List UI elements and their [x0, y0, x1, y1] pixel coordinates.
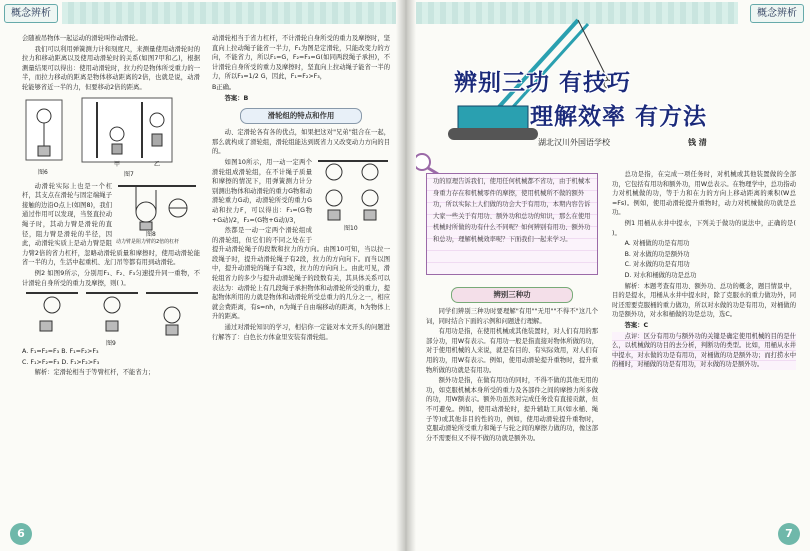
paragraph: 通过对滑轮知识的学习，相信你一定能对本文开头的问题进行解答了：白色长方体盒里安装有滑轮组。: [212, 324, 390, 341]
author-school: 湖北汉川外国语学校: [538, 138, 610, 147]
option-line: A. F₁=F₂=F₃ B. F₁=F₂>F₃: [22, 348, 99, 356]
text-with-figure-8: [22, 182, 200, 268]
right-column-1: [426, 282, 598, 534]
three-pulleys-icon: [22, 289, 200, 339]
paragraph: B正确。: [212, 83, 236, 91]
section-tab: 概念辨析: [4, 4, 58, 23]
article-title-line1: 辨别三功 有技巧: [454, 70, 632, 96]
figure-caption: 甲: [114, 160, 121, 168]
paragraph: 解析：本题考查有用功、额外功、总功的概念，题目情景中，目的是提水，用桶从水井中提水时，除了克服水的重力做功外，同时还需要克服桶的重力做功，所以对水做的功是有用功，对桶做的功是额外功，对水和桶做的功是总功，选C。: [612, 282, 796, 319]
header-stripe: [62, 2, 402, 24]
paragraph: 然都是一动一定两个滑轮组成的滑轮组，但它们的不同之处在于提升动滑轮绳子的段数和拉力的方向。由图10可知，当以拉一段绳子时，提升动滑轮绳子有2段，拉力的方向向下。而当以图中，提升动滑轮的绳子有3段，拉力的方向向上。由此可见，滑轮组省力的多少与提升动滑轮绳子的段数有关，其具体关系可以表达为：动滑轮上有几段绳子承担物体和动滑轮所受的重力，提起物体所用的力就是物体和动滑轮所受总重力的几分之一，相应就会费距离，有s=nh，n为绳子自由端移动的距离，h为物体上升的距离。: [212, 227, 390, 321]
example-question: 例2 如图9所示，分别用F₁、F₂、F₃匀速提升同一重物，不计滑轮自身所受的重力及摩擦，则( )。: [22, 269, 200, 287]
option-line: D. 对水和桶做的功是总功: [624, 271, 697, 279]
option-line: A. 对桶做的功是有用功: [624, 240, 690, 248]
paragraph: 动、定滑轮各有各的优点，如果把这对"兄弟"组合在一起，那么就构成了滑轮组，滑轮组能达到既省力又改变动力方向的目的。: [212, 129, 390, 156]
paragraph: 动滑轮相当于省力杠杆，不计滑轮自身所受的重力及摩擦时，坚直向上拉动绳子能省一半力，F₁为图是定滑轮，只能改变力的方向，不能省力，所以F₁=G，F₂=F₃=G(如同两段绳子承担)，不计滑轮自身所受的重力及摩擦时，坚直向上拉动绳子能省一半的力，所以F₃=1/2 G，因此，F₁=F₂>F₃，: [212, 35, 390, 81]
pulley-system-icon: [316, 158, 390, 224]
paragraph: 会随被吊物体一起运动的滑轮叫作动滑轮。: [22, 35, 142, 42]
author-name: 钱 清: [688, 138, 707, 147]
comment-paragraph: 点评：区分有用功与额外功的关键是确定使用机械的目的是什么，以机械做的功目的去分析，判断功的类型。比如，用桶从水井中提水，对水做的功是有用功，对桶做的功是额外功；而打捞水中的桶时，对桶做的功是有用功，对水做的功是额外功。: [612, 332, 796, 369]
option-line: C. F₁>F₂=F₃ D. F₁>F₂>F₃: [22, 358, 100, 366]
figure-caption: 图6: [38, 168, 48, 176]
answer-line: 答案：B: [224, 94, 249, 102]
paragraph: 同学们辨别三种功时要理解"有用""无用""不得不"这几个词，同时结合下面的示例和问题进行理解。: [426, 308, 598, 325]
paragraph: 动滑轮实际上也是一个杠杆，其支点在滑轮与固定端绳子接触的边沿O点上(如图8)，我们通过作用可以发现，当竖直拉动绳子时，其动力臂是滑轮的直径，阻力臂是滑轮的半径，因此，动滑轮实质上是动力臂是阻力臂2倍的省力杠杆，忽略动滑轮质量和摩擦时，使用动滑轮能省一半的力，生活中起重机、龙门吊等都有用到动滑轮。: [22, 182, 200, 267]
pulley-figure-icon: [22, 94, 200, 180]
right-page: [410, 0, 810, 551]
paragraph: 如图10所示，用一动一定两个滑轮组成滑轮组，在不计绳子质量和摩擦的情况下，用弹簧测力计分别测出物体和动滑轮的重力G物和动滑轮重力G动，动滑轮所受的重力G动和拉力F，可以得出：F₁=(G物+G动)/2，F₂=(G物+G动)/3，: [212, 158, 312, 224]
figure-10: [316, 158, 390, 234]
section-subhead: 滑轮组的特点和作用: [240, 108, 362, 124]
book-gutter: [396, 0, 416, 551]
section-subhead: 辨别三种功: [451, 287, 573, 303]
left-page: [0, 0, 402, 551]
figure-8: [116, 182, 200, 244]
figure-9: [22, 289, 200, 347]
figure-caption: 乙: [154, 160, 161, 168]
page-number: 6: [10, 523, 32, 545]
paragraph: 解析：定滑轮相当于等臂杠杆，不能省力；: [34, 369, 155, 377]
option-line: B. 对水做的功是额外功: [624, 250, 690, 258]
paragraph: 额外功是指，在做有用功的同时，不得不做的其他无用的功，如克服机械本身所受的重力及各部件之间的摩擦力所多做的功，用W额表示。额外功虽然对完成任务没有直接贡献，但不可避免。例如，使用动滑轮时，提升辅助工具(如水桶、绳子等)或其他非目的性的功，例如，使用动滑轮提升重物时，克服动滑轮所受重力和绳子与轮之间的摩擦力做的功，像这部分不需要但又不得不做的功就是额外功。: [426, 377, 598, 442]
figure-6-7: [22, 94, 200, 182]
page-number: 7: [778, 523, 800, 545]
left-column-1: [22, 34, 200, 534]
lever-pulley-icon: [116, 182, 200, 232]
answer-line: 答案：C: [624, 321, 649, 329]
figure-caption: 动力臂是阻力臂的2倍的杠杆: [116, 238, 180, 245]
example-question: 例1 用桶从水井中提水，下列关于做功的说法中，正确的是( )。: [612, 219, 796, 237]
option-line: C. 对水做的功是有用功: [624, 261, 690, 269]
figure-caption: 图10: [344, 224, 358, 232]
paragraph: 我们可以利用弹簧测力计和刻度尺，来测量使用动滑轮时的拉力和移动距离以及使用动滑轮时的关系(如图7甲和乙)，根据测量结果可以得出：使用动滑轮时，拉力约是物体所受重力的一半，而拉力移动的距离是物体移动距离的2倍，也就是说，动滑轮能够省近一半的力，但要移动2倍的距离。: [22, 45, 200, 91]
section-tab: 概念辨析: [750, 4, 804, 23]
article-title-line2: 理解效率 有方法: [530, 104, 708, 130]
intro-box: 功的原理告诉我们，使用任何机械都不省功，由于机械本身重力存在和机械零件的摩擦，使用机械所不做的额外功，所以实际上人们做的功会大于有用功，本期内容告诉大家一些关于有用功、额外功和总功的知识，那么在使用机械时所做的功有什么不同呢？如何辨别有用功、额外功和总功，理解机械效率呢？下面我们一起来学习。: [426, 173, 598, 275]
left-column-2: [212, 34, 390, 534]
right-column-2: [612, 170, 796, 536]
figure-caption: 图7: [124, 170, 134, 178]
figure-caption: 图9: [106, 340, 116, 348]
figure-caption: 图8: [146, 230, 156, 238]
paragraph: 总功是指，在完成一项任务时，对机械或其他装置做的全部功，它包括有用功和额外功，用W总表示。在物理学中，总功指动力对机械做的功，等于力和在力的方向上移动距离的乘积(W总=Fs)。例如，使用动滑轮提升重物时，动力对机械做的功就是总功。: [612, 171, 796, 217]
paragraph: 有用功是指，在使用机械或其他装置时，对人们有用的那部分功，用W有表示。有用功一般是指直接对物体所做的功，对于使用机械的人来说，就是有目的、有实际效用，对人们有用的功，用W有表示。例如，使用动滑轮提升重物时，提升重物所做的功就是有用功。: [426, 328, 598, 374]
